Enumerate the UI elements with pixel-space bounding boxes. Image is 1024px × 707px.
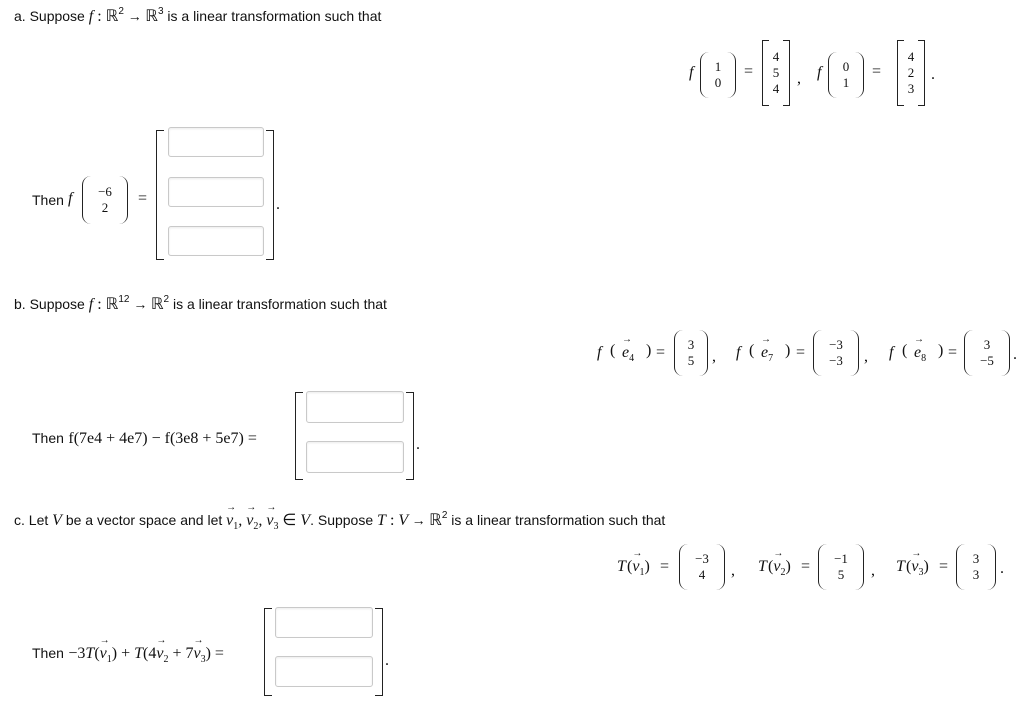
part-c-mapping-tail: is a linear transformation such that [451,512,666,528]
part-c-statement: c. Let V be a vector space and let → $v_1$, → $v_2$, → $v_3$ ∈ V. Suppose T : V → ℝ$^2$ is a linear transformation such that [14,510,665,532]
part-a-answer-2-input[interactable] [168,177,264,207]
part-b-e8-value-vector: 3 −5 [964,330,1010,376]
part-b-statement: b. Suppose f : ℝ$^{12}$ → ℝ$^2$ is a linear transformation such that [14,294,387,313]
part-c-answer-2-input[interactable] [275,656,373,687]
part-a-answer-3-input[interactable] [168,226,264,256]
part-c-answer-right-bracket [375,608,383,696]
part-c-v2-value-vector: −1 5 [818,544,864,590]
part-a-mapping-tail: is a linear transformation such that [167,8,382,24]
part-a-answer-right-bracket [266,130,274,260]
part-b-query-expression: f(7e4 + 4e7) − f(3e8 + 5e7) = [68,430,257,447]
part-c-answer-1-input[interactable] [275,607,373,638]
part-a-f-symbol: f [68,190,73,207]
part-a-then-label: Then [32,192,64,208]
part-a-val2-vector: 4 2 3 [897,40,925,106]
part-b-answer-left-bracket [295,392,303,480]
part-b-intro: b. Suppose [14,296,85,312]
part-b-question [32,430,257,448]
part-a-domain-exp: 2 [118,6,124,17]
part-b-e7-value-vector: −3 −3 [813,330,859,376]
part-b-codomain-exp: 2 [163,294,170,305]
part-a-codomain-exp: 3 [157,6,164,17]
part-c-text2: . Suppose [310,512,374,528]
part-a-arg1-vector: 1 0 [700,52,736,98]
part-b-answer-1-input[interactable] [306,391,404,423]
part-a-query-vector: −6 2 [82,176,128,224]
part-a-answer-1-input[interactable] [168,127,264,157]
part-a-statement: a. Suppose f : ℝ$^2$ → ℝ$^3$ is a linear transformation such that [14,6,382,25]
part-c-answer-left-bracket [264,608,272,696]
part-a-arg2-vector: 0 1 [828,52,864,98]
part-c-intro: c. Let [14,512,49,528]
part-a-intro: a. Suppose [14,8,85,24]
part-b-answer-right-bracket [406,392,414,480]
part-c-text1: be a vector space and let [65,512,223,528]
part-c-v1-value-vector: −3 4 [679,544,725,590]
part-c-then-label: Then [32,645,64,661]
part-b-mapping-tail: is a linear transformation such that [172,296,387,312]
part-c-question: Then $-3T(\to v_1) + T(4\to v_2 + 7\to v_3)$ = [32,645,224,665]
part-c-v3-value-vector: 3 3 [956,544,996,590]
part-b-then-label: Then [32,430,64,446]
part-b-e4-value-vector: 3 5 [674,330,708,376]
part-b-answer-2-input[interactable] [306,441,404,473]
part-c-codomain-exp: 2 [441,510,448,521]
part-b-domain-exp: 12 [118,294,130,305]
part-a-answer-left-bracket [156,130,164,260]
part-a-val1-vector: 4 5 4 [762,40,790,106]
